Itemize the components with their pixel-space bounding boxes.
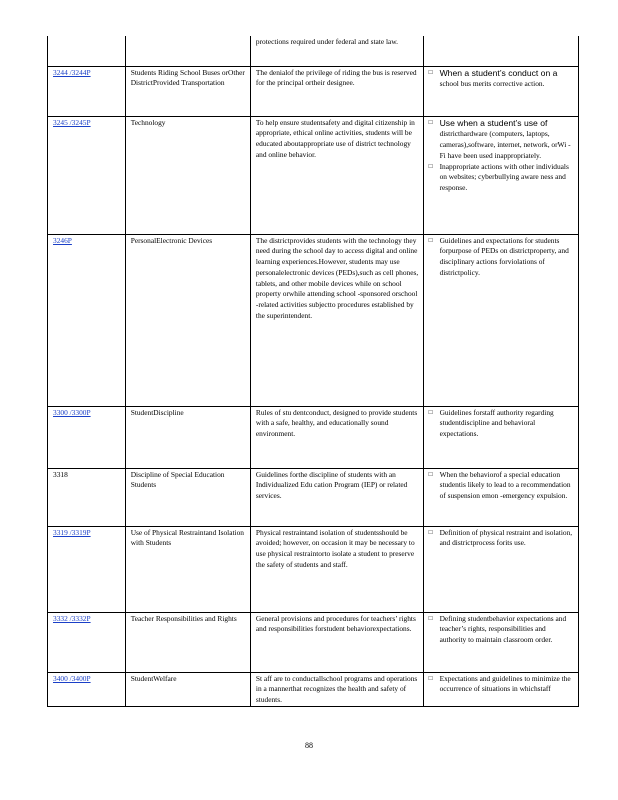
policy-usage-cell [423,468,578,526]
policy-usage-cell [423,406,578,468]
usage-item-text: Defining studentbehavior expectations and teacher’s rights, responsibilities and authority to maintain classroom order. [439,613,567,645]
policy-description: The denialof the privilege of riding the bus is reserved for the principal ortheir designee. [250,66,423,116]
policy-code-cell [48,612,126,672]
usage-item-lead: When a student’s conduct on a [439,67,558,78]
policy-title: Use of Physical Restraintand Isolation with Students [125,526,250,612]
policy-description: Rules of stu dentconduct, designed to provide students with a safe, healthy, and educationally sound environment. [250,406,423,468]
policy-row [48,526,579,612]
usage-list [429,68,574,91]
policy-row [48,406,579,468]
policy-description: To help ensure studentsafety and digital citizenship in appropriate, ethical online activities, students will be educated aboutappropriate use of district technology and online behavior. [250,116,423,234]
policy-usage-cell [423,526,578,612]
policy-title: Discipline of Special Education Students [125,468,250,526]
usage-list [429,528,574,550]
policy-row [48,612,579,672]
usage-item [429,528,574,550]
usage-list [429,118,574,195]
usage-list [429,408,574,440]
policy-code-cell [48,406,126,468]
policy-row [48,672,579,706]
policy-description: General provisions and procedures for teachers’ rights and responsibilities forstudent behaviorexpectations. [250,612,423,672]
policy-usage-cell [423,234,578,406]
policy-table [47,36,579,707]
policy-code-link[interactable]: 3244 /3244P [53,67,91,77]
policy-row [48,36,579,66]
usage-item-lead: Use when a student’s use of [439,117,548,128]
policy-code-cell [48,36,126,66]
usage-item [429,162,574,194]
policy-code-cell [48,66,126,116]
usage-item [429,68,574,91]
policy-row [48,116,579,234]
policy-title: StudentWelfare [125,672,250,706]
policy-code-link[interactable]: 3400 /3400P [53,673,91,683]
usage-list [429,236,574,279]
policy-description: The districtprovides students with the technology they need during the school day to access digital and online learning experiences.However, students may use personalelectronic devices (PEDs),such as cell phones, tablets, and other mobile devices while on school property orwhile attending school -sponsored orschool -related activities subjectto procedures established by the superintendent. [250,234,423,406]
policy-title [125,36,250,66]
policy-code-cell [48,526,126,612]
policy-description: St aff are to conductallschool programs and operations in a mannerthat recognizes the health and safety of students. [250,672,423,706]
usage-item-text: When the behaviorof a special education studentis likely to lead to a recommendation of suspension emon -emergency expulsion. [439,469,571,501]
policy-code-cell [48,468,126,526]
usage-item [429,674,574,696]
usage-item-text: Guidelines and expectations for students forpurpose of PEDs on districtproperty, and disciplinary actions forviolations of districtpolicy. [439,235,569,277]
policy-code-link[interactable]: 3245 /3245P [53,117,91,127]
policy-row [48,66,579,116]
policy-title: PersonalElectronic Devices [125,234,250,406]
usage-item-text: Expectations and guidelines to minimize the occurrence of situations in whichstaff [439,673,571,694]
policy-code: 3318 [53,469,68,479]
policy-table-body [48,36,579,706]
policy-usage-cell [423,36,578,66]
usage-item-text: Inappropriate actions with other individuals on websites; cyberbullying aware ness and response. [439,161,569,193]
page-number: 88 [305,741,313,750]
policy-description: protections required under federal and state law. [250,36,423,66]
policy-usage-cell [423,66,578,116]
policy-usage-cell [423,612,578,672]
policy-row [48,234,579,406]
usage-item-text: Guidelines forstaff authority regarding studentdiscipline and behavioral expectations. [439,407,554,439]
policy-usage-cell [423,672,578,706]
usage-item-text: Definition of physical restraint and isolation, and districtprocess forits use. [439,527,573,548]
usage-item-text: districthardware (computers, laptops, cameras),software, internet, network, orWi -Fi have been used inappropriately. [439,129,571,160]
usage-item [429,470,574,502]
policy-code-cell [48,672,126,706]
policy-code-cell [48,234,126,406]
policy-title: Technology [125,116,250,234]
policy-code-link[interactable]: 3246P [53,235,72,245]
usage-item-text: school bus merits corrective action. [439,79,545,89]
usage-item [429,118,574,162]
policy-title: Students Riding School Buses orOther DistrictProvided Transportation [125,66,250,116]
policy-code-link[interactable]: 3319 /3319P [53,527,91,537]
usage-item [429,236,574,279]
usage-list [429,470,574,502]
usage-list [429,674,574,696]
policy-usage-cell [423,116,578,234]
policy-code-link[interactable]: 3332 /3332P [53,613,91,623]
policy-title: StudentDiscipline [125,406,250,468]
usage-item [429,614,574,646]
usage-list [429,614,574,646]
policy-code-link[interactable]: 3300 /3300P [53,407,91,417]
policy-row [48,468,579,526]
policy-code-cell [48,116,126,234]
policy-title: Teacher Responsibilities and Rights [125,612,250,672]
usage-item [429,408,574,440]
policy-description: Physical restraintand isolation of studentsshould be avoided; however, on occasion it may be necessary to use physical restraintorto isolate a student to preserve the safety of students and staff. [250,526,423,612]
policy-description: Guidelines forthe discipline of students with an Individualized Edu cation Program (IEP) or related services. [250,468,423,526]
